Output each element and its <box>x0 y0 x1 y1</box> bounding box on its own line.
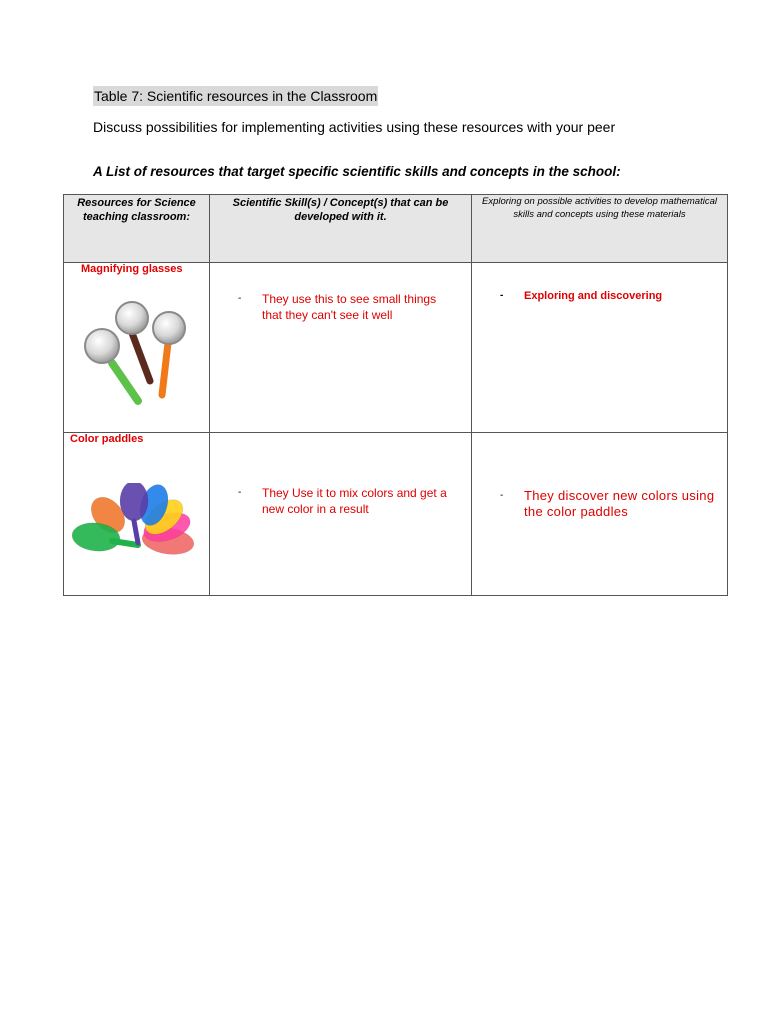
activity-cell <box>472 433 728 596</box>
table-row <box>64 263 728 433</box>
list-heading: A List of resources that target specific scientific skills and concepts in the school: <box>93 164 621 179</box>
activity-bullet <box>500 488 720 520</box>
resource-cell <box>64 433 210 596</box>
table-title: Table 7: Scientific resources in the Classroom <box>94 88 378 104</box>
header-cell-activities <box>472 195 728 263</box>
table-row <box>64 433 728 596</box>
activity-cell <box>472 263 728 433</box>
resources-table <box>63 194 728 596</box>
skill-bullet <box>238 291 452 323</box>
instruction-text: Discuss possibilities for implementing activities using these resources with your peer <box>93 119 616 135</box>
header-resources: Resources for Science teaching classroom: <box>77 197 196 223</box>
activity-text: Exploring and discovering <box>524 290 663 302</box>
magnifying-glasses-icon <box>74 289 198 429</box>
bullet-dash: - <box>238 487 242 498</box>
bullet-dash: - <box>500 490 504 501</box>
skill-text: They Use it to mix colors and get a new color in a result <box>262 486 447 516</box>
activity-text: They discover new colors using the color paddles <box>524 488 715 519</box>
resource-name: Magnifying glasses <box>81 263 183 275</box>
bullet-dash: - <box>238 293 242 304</box>
table-header-row <box>64 195 728 263</box>
resource-cell <box>64 263 210 433</box>
skill-bullet <box>238 485 452 517</box>
color-paddles-icon <box>72 483 206 559</box>
header-activities: Exploring on possible activities to develop mathematical skills and concepts using these materials <box>482 196 717 220</box>
skill-cell <box>210 433 472 596</box>
bullet-dash: - <box>500 290 504 301</box>
skill-cell <box>210 263 472 433</box>
activity-bullet <box>500 288 720 304</box>
skill-text: They use this to see small things that they can't see it well <box>262 292 437 322</box>
header-skills: Scientific Skill(s) / Concept(s) that can be developed with it. <box>232 197 449 223</box>
header-cell-skills <box>210 195 472 263</box>
header-cell-resources <box>64 195 210 263</box>
resource-name: Color paddles <box>70 433 144 445</box>
